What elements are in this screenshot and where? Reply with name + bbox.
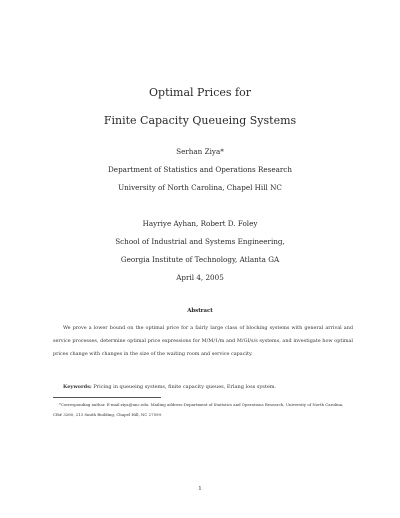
affiliation-2-school: School of Industrial and Systems Engineering, [115, 237, 285, 246]
abstract-text: We prove a lower bound on the optimal price for a fairly large class of blocking systems with general arrival and service processes, determine optimal price expressions for M/M/1/m and M/GI/s/s systems, and investigate how optimal prices change with changes in the size of the waiting room and service capacity. [53, 325, 353, 357]
affiliation-2-institute: Georgia Institute of Technology, Atlanta GA [120, 255, 280, 264]
authors-2: Hayriye Ayhan, Robert D. Foley [142, 219, 258, 228]
footnote-divider [53, 397, 161, 398]
page-number: 1 [198, 486, 202, 492]
keywords-line [63, 384, 276, 390]
paper-date: April 4, 2005 [176, 273, 224, 282]
footnote-text: *Corresponding author. E-mail:ziya@unc.edu. Mailing address:Department of Statistics and Operations Research, University of North Carolina, CB# 3260, 213 Smith Building, Chapel Hill, NC 27599. [53, 402, 344, 417]
keywords-text: Pricing in queueing systems, finite capacity queues, Erlang loss system. [93, 384, 277, 390]
paper-title-line-2: Finite Capacity Queueing Systems [103, 114, 297, 127]
affiliation-1-department: Department of Statistics and Operations Research [108, 165, 292, 174]
keywords-label: Keywords: [63, 384, 92, 390]
author-1: Serhan Ziya* [176, 147, 224, 156]
abstract-heading: Abstract [187, 308, 213, 314]
paper-title-line-1: Optimal Prices for [149, 86, 251, 99]
affiliation-1-university: University of North Carolina, Chapel Hill NC [118, 183, 282, 192]
